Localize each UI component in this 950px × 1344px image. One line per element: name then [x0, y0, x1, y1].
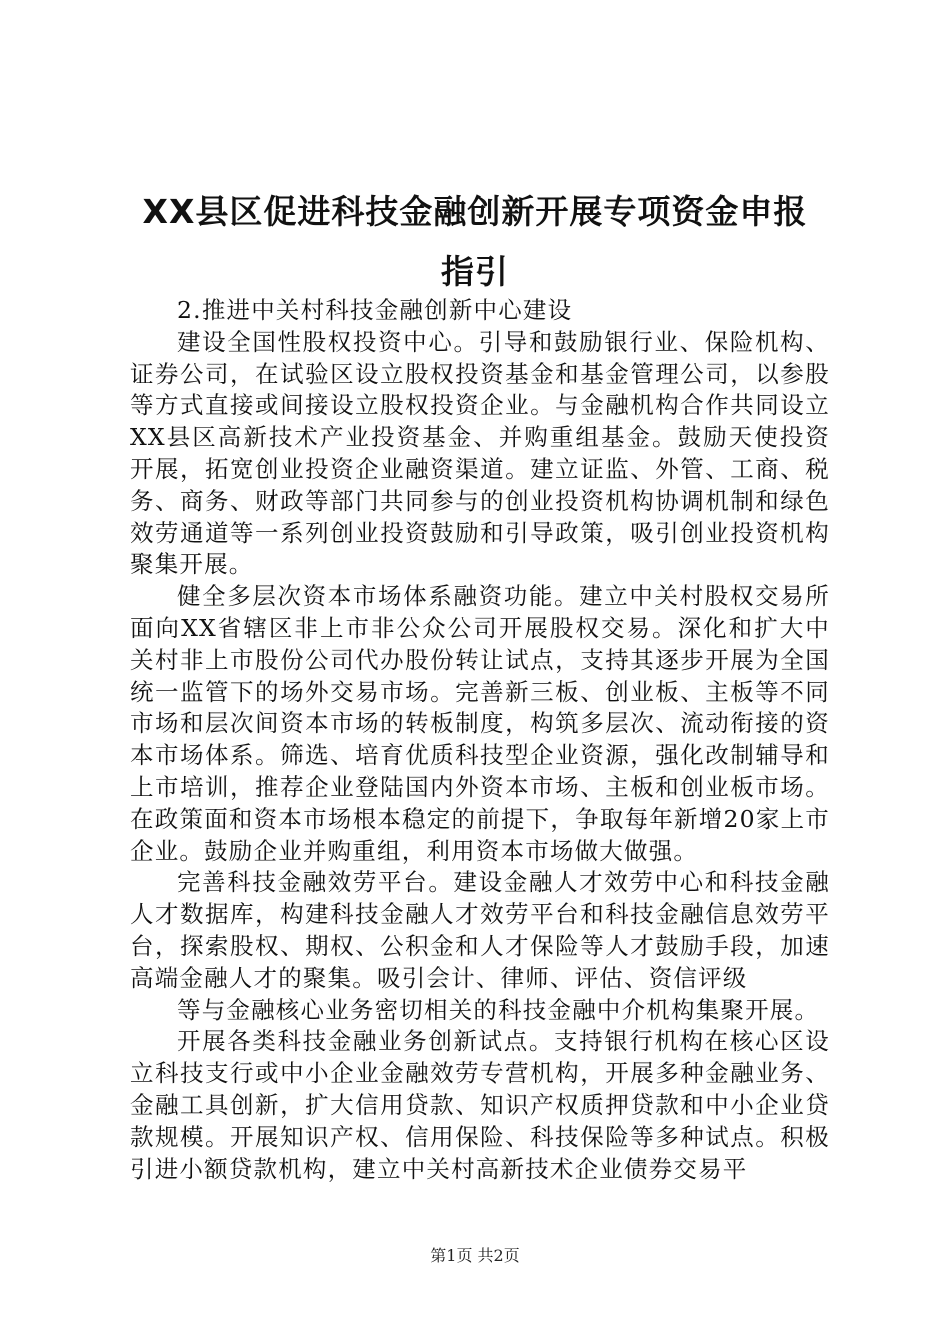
- paragraph-business-pilots: 开展各类科技金融业务创新试点。支持银行机构在核心区设立科技支行或中小企业金融效劳专营机构，开展多种金融业务、金融工具创新，扩大信用贷款、知识产权质押贷款和中小企业贷款规模。开展知识产权、信用保险、科技保险等多种试点。积极引进小额贷款机构，建立中关村高新技术企业债券交易平: [130, 1027, 830, 1183]
- paragraph-equity-investment: 建设全国性股权投资中心。引导和鼓励银行业、保险机构、证券公司，在试验区设立股权投资基金和基金管理公司，以参股等方式直接或间接设立股权投资企业。与金融机构合作共同设立XX县区高新技术产业投资基金、并购重组基金。鼓励天使投资开展，拓宽创业投资企业融资渠道。建立证监、外管、工商、税务、商务、财政等部门共同参与的创业投资机构协调机制和绿色效劳通道等一系列创业投资鼓励和引导政策，吸引创业投资机构聚集开展。: [130, 327, 830, 579]
- section-heading: 2.推进中关村科技金融创新中心建设: [177, 296, 573, 324]
- paragraph-service-platform: 完善科技金融效劳平台。建设金融人才效劳中心和科技金融人才数据库，构建科技金融人才效劳平台和科技金融信息效劳平台，探索股权、期权、公积金和人才保险等人才鼓励手段，加速高端金融人才的聚集。吸引会计、律师、评估、资信评级: [130, 868, 830, 992]
- paragraph-intermediary: 等与金融核心业务密切相关的科技金融中介机构集聚开展。: [177, 995, 820, 1024]
- document-body: [130, 295, 830, 1185]
- paragraph-capital-market: 健全多层次资本市场体系融资功能。建立中关村股权交易所面向XX省辖区非上市非公众公司开展股权交易。深化和扩大中关村非上市股份公司代办股份转让试点，支持其逐步开展为全国统一监管下的场外交易市场。完善新三板、创业板、主板等不同市场和层次间资本市场的转板制度，构筑多层次、流动衔接的资本市场体系。筛选、培育优质科技型企业资源，强化改制辅导和上市培训，推荐企业登陆国内外资本市场、主板和创业板市场。在政策面和资本市场根本稳定的前提下，争取每年新增20家上市企业。鼓励企业并购重组，利用资本市场做大做强。: [130, 582, 830, 865]
- page-footer: 第1页 共2页: [430, 1246, 520, 1265]
- document-title-line2: 指引: [441, 252, 509, 291]
- document-title-line1: XX县区促进科技金融创新开展专项资金申报: [142, 192, 808, 231]
